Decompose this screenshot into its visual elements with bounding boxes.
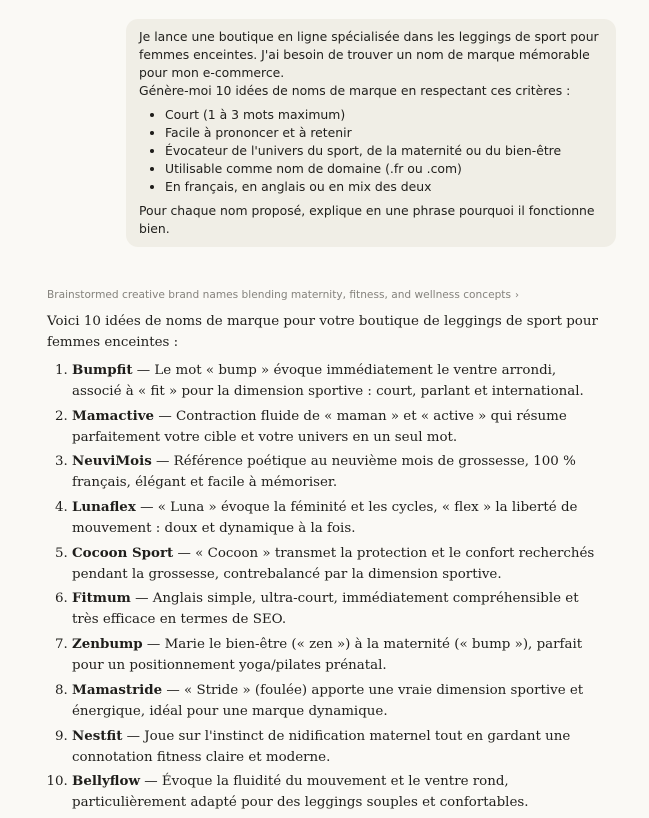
brand-explanation: — Marie le bien-être (« zen ») à la maternité (« bump »), parfait pour un positionnement yoga/pilates prénatal. (72, 637, 583, 674)
brand-explanation: — « Cocoon » transmet la protection et le confort recherchés pendant la grossesse, contrebalancé par la dimension sportive. (72, 545, 595, 582)
brand-name-item (72, 726, 607, 768)
brand-name: Zenbump (72, 636, 143, 653)
user-message-paragraph: Pour chaque nom proposé, explique en une phrase pourquoi il fonctionne bien. (139, 203, 595, 236)
user-message-paragraph: Génère-moi 10 idées de noms de marque en respectant ces critères : (139, 83, 571, 98)
brand-explanation: — Contraction fluide de « maman » et « active » qui résume parfaitement votre cible et votre univers en un seul mot. (72, 408, 567, 445)
brand-name: Mamastride (72, 681, 163, 698)
brand-name: Bumpfit (72, 362, 133, 378)
response-intro: Voici 10 idées de noms de marque pour votre boutique de leggings de sport pour femmes enceintes : (47, 314, 598, 350)
brand-name-item (72, 543, 607, 585)
brand-explanation: — « Luna » évoque la féminité et les cycles, « flex » la liberté de mouvement : doux et dynamique à la fois. (72, 500, 578, 537)
brand-explanation: — Référence poétique au neuvième mois de grossesse, 100 % français, élégant et facile à mémoriser. (72, 454, 576, 491)
brand-name-item (72, 406, 607, 448)
brand-name: NeuviMois (72, 453, 152, 470)
brand-name-item (72, 451, 607, 493)
brand-name-item (72, 680, 607, 722)
brand-explanation: — « Stride » (foulée) apporte une vraie dimension sportive et énergique, idéal pour une marque dynamique. (72, 682, 584, 719)
criteria-item: • Utilisable comme nom de domaine (.fr ou .com) (165, 160, 602, 178)
brand-name-list (47, 360, 607, 813)
brand-name-item (72, 771, 607, 813)
brand-name: Fitmum (72, 590, 131, 607)
criteria-item: • Court (1 à 3 mots maximum) (165, 106, 602, 124)
brand-explanation: — Évoque la fluidité du mouvement et le ventre rond, particulièrement adapté pour des leggings souples et confortables. (72, 774, 529, 811)
thinking-summary-label: Brainstormed creative brand names blending maternity, fitness, and wellness concepts (47, 289, 511, 301)
criteria-item: • Évocateur de l'univers du sport, de la maternité ou du bien-être (165, 142, 602, 160)
brand-explanation: — Le mot « bump » évoque immédiatement le ventre arrondi, associé à « fit » pour la dimension sportive : court, parlant et international. (72, 363, 584, 399)
criteria-item: • Facile à prononcer et à retenir (165, 124, 602, 142)
assistant-response (47, 311, 607, 817)
brand-name-item (72, 497, 607, 539)
chevron-right-icon: › (514, 290, 519, 301)
user-message-paragraph: Je lance une boutique en ligne spécialisée dans les leggings de sport pour femmes enceintes. J'ai besoin de trouver un nom de marque mémorable pour mon e-commerce. (139, 29, 599, 80)
brand-name: Lunaflex (72, 499, 136, 516)
brand-explanation: — Anglais simple, ultra-court, immédiatement compréhensible et très efficace en termes de SEO. (72, 591, 579, 628)
thinking-summary-toggle[interactable] (47, 287, 519, 304)
brand-name: Nestfit (72, 727, 123, 744)
criteria-item: • En français, en anglais ou en mix des deux (165, 178, 602, 196)
brand-name: Cocoon Sport (72, 544, 174, 561)
brand-name-item (72, 588, 607, 630)
brand-name: Mamactive (72, 407, 155, 424)
brand-name-item (72, 360, 607, 402)
brand-explanation: — Joue sur l'instinct de nidification maternel tout en gardant une connotation fitness claire et moderne. (72, 728, 571, 765)
brand-name-item (72, 634, 607, 676)
brand-name: Bellyflow (72, 773, 140, 790)
criteria-list (139, 106, 602, 196)
user-message-bubble (126, 19, 616, 247)
